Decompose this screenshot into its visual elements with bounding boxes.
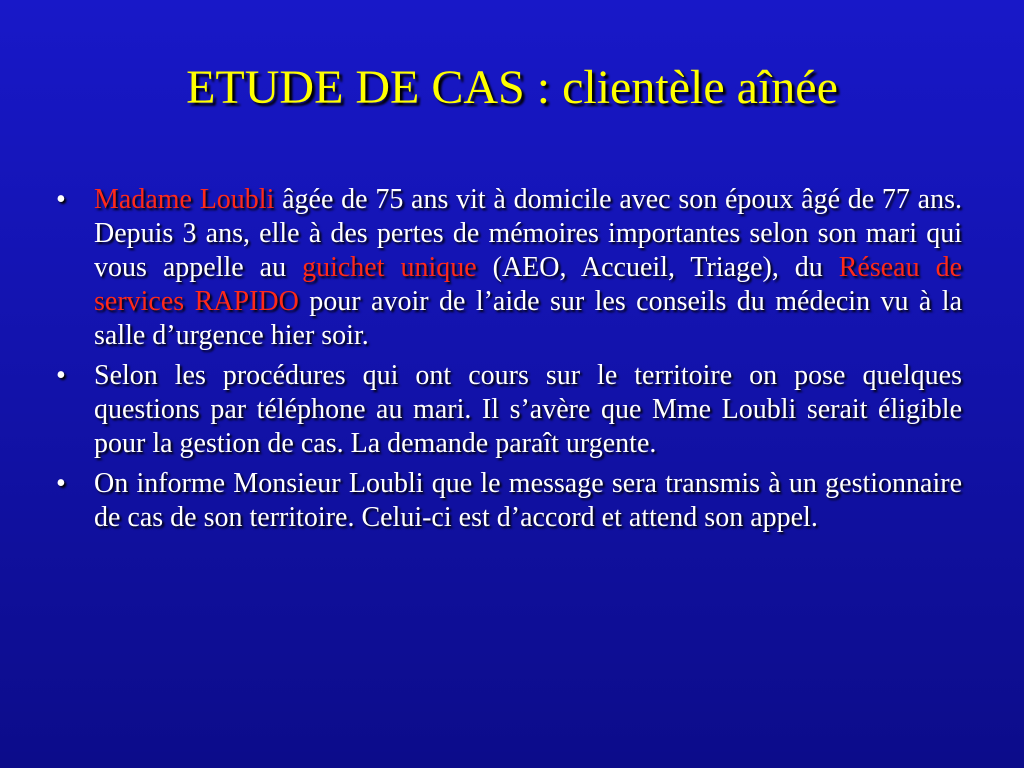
highlight-client-name: Madame Loubli bbox=[94, 184, 275, 215]
bullet-list bbox=[56, 183, 962, 541]
bullet-text: pour avoir de l’aide sur les conseils du médecin vu à la salle d’urgence hier soir. bbox=[94, 286, 962, 351]
bullet-item-1 bbox=[56, 183, 962, 353]
bullet-text: On informe Monsieur Loubli que le message sera transmis à un gestionnaire de cas de son territoire. Celui-ci est d’accord et attend son appel. bbox=[94, 468, 962, 533]
bullet-text: Selon les procédures qui ont cours sur le territoire on pose quelques questions par téléphone au mari. Il s’avère que Mme Loubli serait éligible pour la gestion de cas. La demande paraît urgente. bbox=[94, 360, 962, 459]
bullet-text: (AEO, Accueil, Triage), du bbox=[476, 252, 839, 283]
bullet-marker: • bbox=[56, 184, 66, 215]
bullet-marker: • bbox=[56, 468, 66, 499]
bullet-item-2 bbox=[56, 359, 962, 461]
bullet-marker: • bbox=[56, 360, 66, 391]
bullet-item-3 bbox=[56, 467, 962, 535]
highlight-reseau-rapido: Réseau de services RAPIDO bbox=[94, 252, 962, 317]
highlight-guichet-unique: guichet unique bbox=[302, 252, 477, 283]
bullet-text: âgée de 75 ans vit à domicile avec son époux âgé de 77 ans. Depuis 3 ans, elle à des pertes de mémoires importantes selon son mari qui vous appelle au bbox=[94, 184, 962, 283]
slide-title: ETUDE DE CAS : clientèle aînée bbox=[186, 61, 838, 114]
